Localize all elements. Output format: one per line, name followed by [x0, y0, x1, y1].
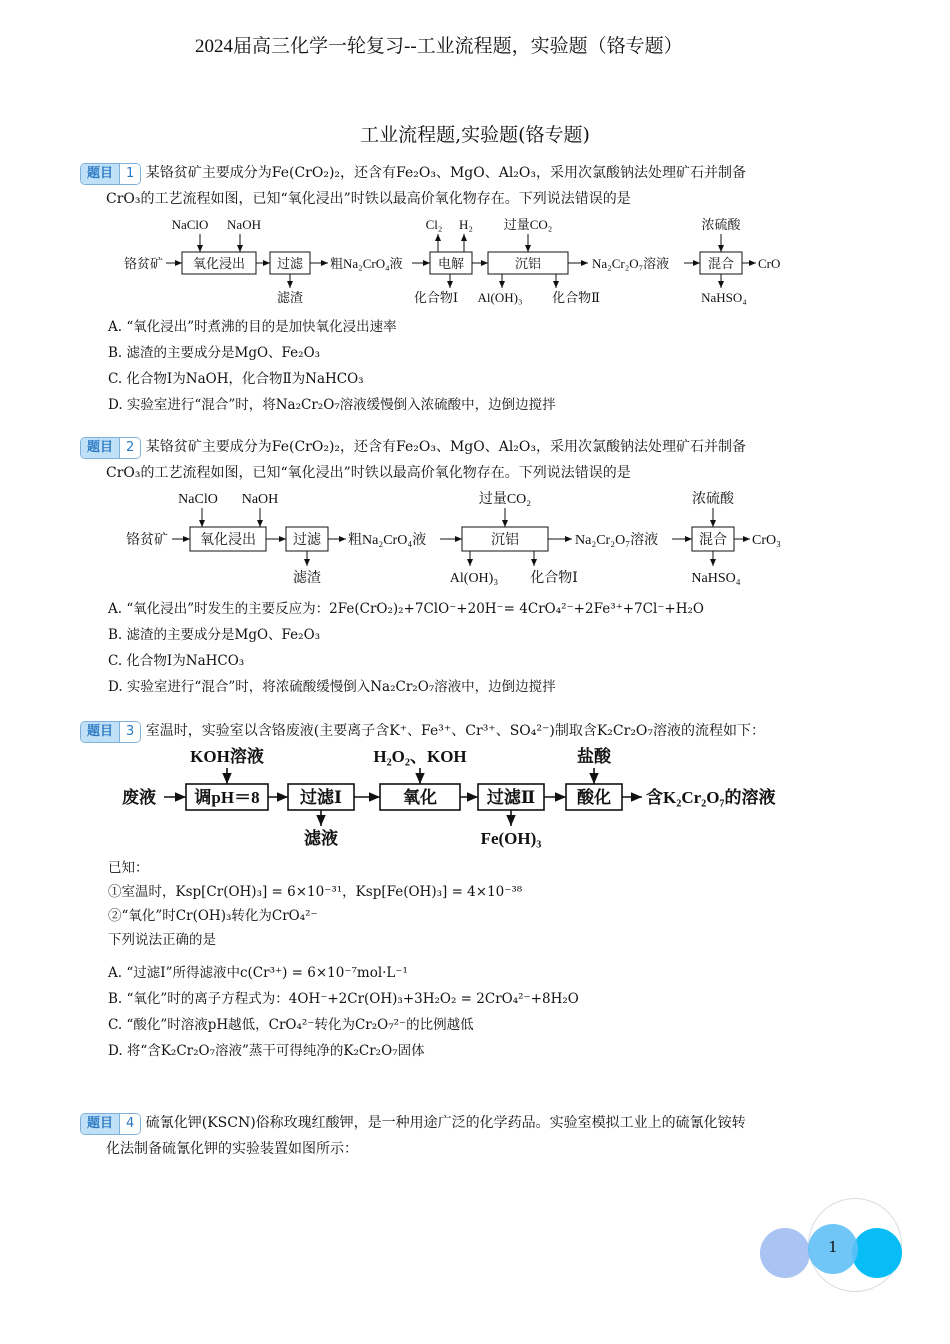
q3-known	[108, 856, 522, 952]
option-b: B. 滤渣的主要成分是MgO、Fe₂O₃	[108, 345, 321, 361]
question-2	[80, 434, 880, 486]
flow-output: 化合物Ⅰ	[413, 290, 459, 305]
flow-step: 混合	[707, 256, 735, 271]
flow-end: CrO₃	[752, 533, 781, 548]
flow-input: 盐酸	[577, 747, 611, 766]
question-badge: 题目 4	[80, 1113, 141, 1135]
flow-input: 浓硫酸	[701, 217, 741, 232]
flow-step: 氧化	[403, 788, 437, 807]
q2-options	[108, 596, 704, 700]
flow-start: 铬贫矿	[124, 256, 164, 271]
question-stem-line2: 化法制备硫氰化钾的实验装置如图所示：	[106, 1141, 358, 1157]
flow-start: 铬贫矿	[126, 533, 168, 548]
question-ask: 下列说法正确的是	[108, 932, 216, 948]
flow-input: 过量CO₂	[503, 217, 553, 232]
flow-input: NaOH	[227, 217, 261, 232]
option-c: C. 化合物Ⅰ为NaOH，化合物Ⅱ为NaHCO₃	[108, 371, 364, 387]
question-4	[80, 1110, 880, 1162]
flow-step: 氧化浸出	[192, 256, 246, 271]
question-stem-line1: 某铬贫矿主要成分为Fe(CrO₂)₂，还含有Fe₂O₃、MgO、Al₂O₃，采用次氯酸钠法处理矿石并制备	[145, 439, 747, 455]
flow-input: NaClO	[171, 217, 209, 232]
option-d: D. 实验室进行“混合”时，将浓硫酸缓慢倒入Na₂Cr₂O₇溶液中，边倒边搅拌	[108, 679, 556, 695]
known-item-1: ①室温时，Ksp[Cr(OH)₃] = 6×10⁻³¹，Ksp[Fe(OH)₃] = 4×10⁻³⁸	[108, 884, 523, 900]
doc-title: 2024届高三化学一轮复习--工业流程题，实验题（铬专题）	[195, 36, 683, 57]
flow-intermediate: Na₂Cr₂O₇溶液	[592, 256, 670, 271]
option-d: D. 将“含K₂Cr₂O₇溶液”蒸干可得纯净的K₂Cr₂O₇固体	[108, 1043, 425, 1059]
flow-end: 含K₂Cr₂O₇的溶液	[646, 788, 776, 807]
section-title: 工业流程题,实验题(铬专题)	[360, 124, 590, 146]
flow-output: Al(OH)₃	[477, 290, 523, 305]
flow-step: 氧化浸出	[200, 533, 256, 548]
flow-step: 沉铝	[514, 256, 542, 271]
flow-input: NaClO	[178, 492, 218, 507]
flow-output: H₂	[459, 217, 473, 232]
q1-options	[108, 314, 556, 418]
flow-intermediate: 粗Na₂CrO₄液	[330, 256, 403, 271]
question-stem-line1: 某铬贫矿主要成分为Fe(CrO₂)₂，还含有Fe₂O₃、MgO、Al₂O₃，采用次氯酸钠法处理矿石并制备	[145, 165, 747, 181]
flow-output: Cl₂	[425, 217, 443, 232]
flow-output: 滤液	[304, 829, 338, 848]
flow-input: 浓硫酸	[692, 492, 734, 507]
flow-step: 过滤	[293, 533, 321, 548]
question-1	[80, 160, 880, 212]
flow-step: 酸化	[577, 788, 611, 807]
question-stem-line1: 室温时，实验室以含铬废液(主要离子含K⁺、Fe³⁺、Cr³⁺、SO₄²⁻)制取含K₂Cr₂O₇溶液的流程如下：	[145, 723, 766, 739]
page-circle-right	[852, 1228, 902, 1278]
flow-input: NaOH	[241, 492, 279, 507]
flow-step: 沉铝	[491, 533, 519, 548]
flow-output: 化合物Ⅰ	[530, 571, 578, 586]
flow-diagram-2	[120, 486, 800, 588]
option-d: D. 实验室进行“混合”时，将Na₂Cr₂O₇溶液缓慢倒入浓硫酸中，边倒边搅拌	[108, 397, 556, 413]
flow-output: Al(OH)₃	[449, 571, 499, 586]
known-item-2: ②“氧化”时Cr(OH)₃转化为CrO₄²⁻	[108, 908, 318, 924]
flow-output: NaHSO₄	[701, 290, 747, 305]
flow-step: 过滤Ⅱ	[486, 788, 536, 807]
flow-output: 化合物Ⅱ	[552, 290, 600, 305]
q3-options	[108, 960, 579, 1064]
option-b: B. “氧化”时的离子方程式为：4OH⁻+2Cr(OH)₃+3H₂O₂ = 2CrO₄²⁻+8H₂O	[108, 991, 579, 1007]
flow-step: 过滤Ⅰ	[300, 788, 342, 807]
option-a: A. “氧化浸出”时煮沸的目的是加快氧化浸出速率	[108, 319, 397, 335]
page-number: 1	[828, 1238, 838, 1256]
known-label: 已知：	[108, 860, 149, 876]
flow-output: 滤渣	[293, 571, 321, 586]
question-stem-line1: 硫氰化钾(KSCN)俗称玫瑰红酸钾，是一种用途广泛的化学药品。实验室模拟工业上的硫氰化铵转	[145, 1115, 746, 1131]
flow-output: 滤渣	[276, 290, 304, 305]
flow-step: 调pH＝8	[194, 788, 260, 807]
flow-input: 过量CO₂	[478, 492, 532, 507]
option-c: C. “酸化”时溶液pH越低，CrO₄²⁻转化为Cr₂O₇²⁻的比例越低	[108, 1017, 474, 1033]
flow-intermediate: 粗Na₂CrO₄液	[348, 533, 427, 548]
option-c: C. 化合物Ⅰ为NaHCO₃	[108, 653, 245, 669]
flow-start: 废液	[122, 788, 156, 807]
flow-input: H₂O₂、KOH	[373, 747, 467, 766]
question-stem-line2: CrO₃的工艺流程如图，已知“氧化浸出”时铁以最高价氧化物存在。下列说法错误的是	[106, 191, 631, 207]
flow-step: 混合	[699, 533, 727, 548]
flow-intermediate: Na₂Cr₂O₇溶液	[575, 533, 659, 548]
flow-step: 过滤	[276, 256, 304, 271]
flow-diagram-1	[110, 212, 800, 310]
flow-diagram-3	[120, 742, 800, 854]
option-a: A. “过滤Ⅰ”所得滤液中c(Cr³⁺) = 6×10⁻⁷mol·L⁻¹	[108, 965, 408, 981]
flow-end: CrO	[758, 256, 781, 271]
flow-output: NaHSO₄	[691, 571, 741, 586]
question-stem-line2: CrO₃的工艺流程如图，已知“氧化浸出”时铁以最高价氧化物存在。下列说法错误的是	[106, 465, 631, 481]
flow-step: 电解	[437, 256, 465, 271]
question-badge: 题目 1	[80, 163, 141, 185]
question-badge: 题目 3	[80, 721, 141, 743]
flow-input: KOH溶液	[190, 747, 264, 766]
question-badge: 题目 2	[80, 437, 141, 459]
question-3	[80, 718, 880, 744]
option-b: B. 滤渣的主要成分是MgO、Fe₂O₃	[108, 627, 321, 643]
flow-output: Fe(OH)₃	[480, 829, 542, 848]
option-a: A. “氧化浸出”时发生的主要反应为：2Fe(CrO₂)₂+7ClO⁻+20H⁻= 4CrO₄²⁻+2Fe³⁺+7Cl⁻+H₂O	[108, 601, 704, 617]
page-circle-left	[760, 1228, 810, 1278]
